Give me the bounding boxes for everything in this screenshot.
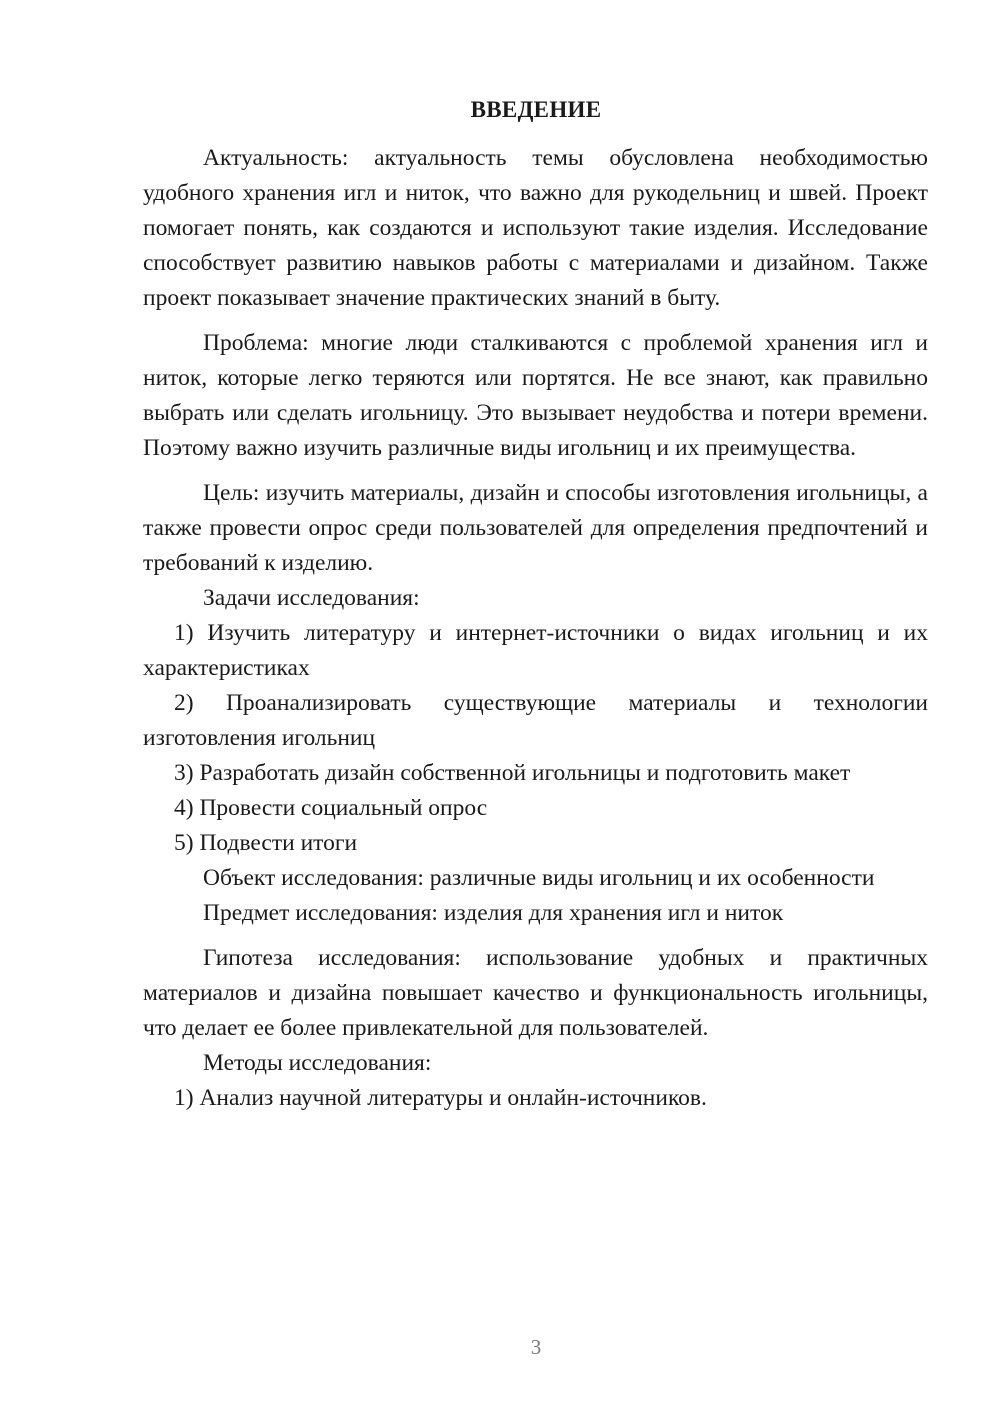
task-item-4: 4) Провести социальный опрос: [174, 795, 488, 821]
task-item-5: 5) Подвести итоги: [174, 830, 358, 856]
object-paragraph: Объект исследования: различные виды игольниц и их особенности: [203, 865, 875, 891]
subject-paragraph: Предмет исследования: изделия для хранения игл и ниток: [203, 900, 784, 926]
document-body: [143, 141, 928, 1116]
task-item-1: 1) Изучить литературу и интернет-источники о видах игольниц и их характеристиках: [143, 620, 928, 681]
task-item-2: 2) Проанализировать существующие материалы и технологии изготовления игольниц: [143, 690, 928, 751]
page-number: 3: [530, 1335, 542, 1359]
goal-paragraph: Цель: изучить материалы, дизайн и способы изготовления игольницы, а также провести опрос среди пользователей для определения предпочтений и требований к изделию.: [143, 480, 928, 576]
page-title: ВВЕДЕНИЕ: [470, 97, 602, 122]
tasks-heading: Задачи исследования:: [203, 585, 420, 611]
methods-heading: Методы исследования:: [203, 1050, 432, 1076]
problem-paragraph: Проблема: многие люди сталкиваются с проблемой хранения игл и ниток, которые легко теряются или портятся. Не все знают, как правильно выбрать или сделать игольницу. Это вызывает неудобства и потери времени. Поэтому важно изучить различные виды игольниц и их преимущества.: [143, 330, 928, 461]
hypothesis-paragraph: Гипотеза исследования: использование удобных и практичных материалов и дизайна повышает качество и функциональность игольницы, что делает ее более привлекательной для пользователей.: [143, 945, 928, 1041]
method-item-1: 1) Анализ научной литературы и онлайн-источников.: [174, 1085, 707, 1111]
task-item-3: 3) Разработать дизайн собственной игольницы и подготовить макет: [174, 760, 851, 786]
relevance-paragraph: Актуальность: актуальность темы обусловлена необходимостью удобного хранения игл и ниток, что важно для рукодельниц и швей. Проект помогает понять, как создаются и используют такие изделия. Исследование способствует развитию навыков работы с материалами и дизайном. Также проект показывает значение практических знаний в быту.: [143, 145, 928, 311]
